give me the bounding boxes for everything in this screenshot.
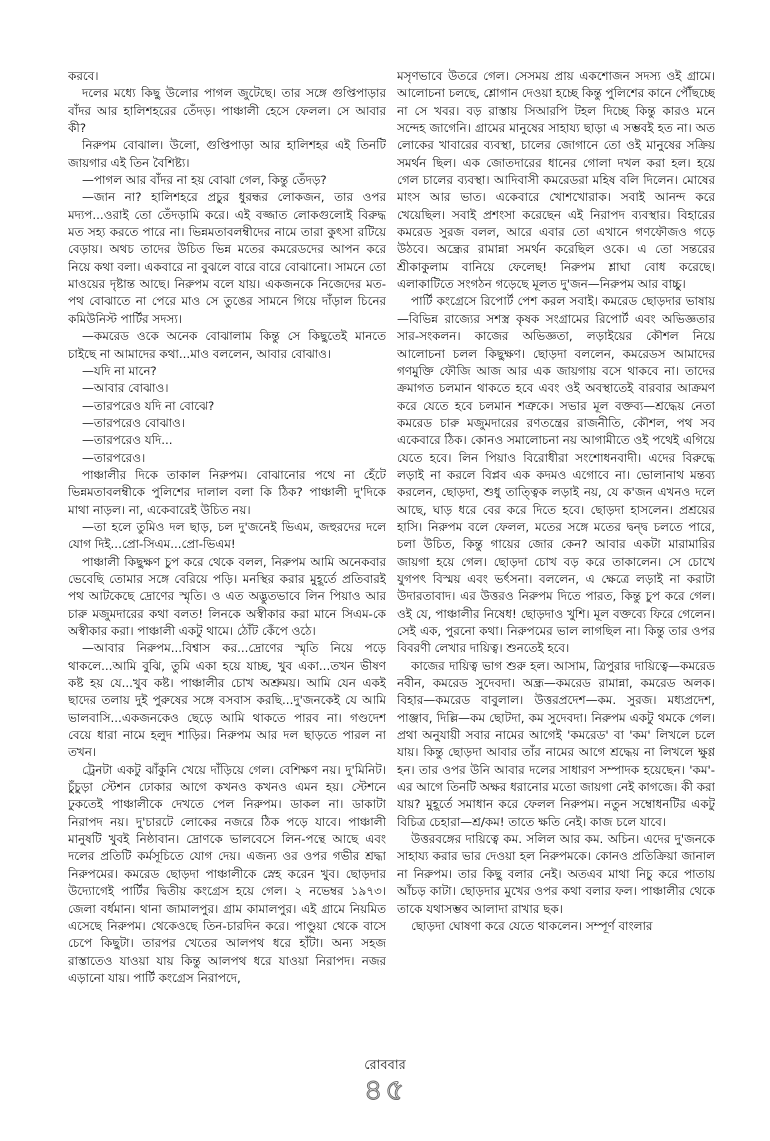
paragraph: পাঞ্চালীর দিকে তাকাল নিরুপম। বোঝানোর পথে না হেঁটে ভিন্নমতাবলম্বীকে পুলিশের দালাল বলা কি ঠিক? পাঞ্চালী দু'দিকে মাথা নাড়ল। না, একেবারেই উচিত নয়।: [68, 467, 386, 517]
paragraph: —তা হলে তুমিও দল ছাড়, চল দু'জনেই ভিএম, জহুরদের দলে যোগ দিই...প্রো-সিএম...প্রো-ভিএম!: [68, 519, 386, 552]
paragraph: উত্তরবঙ্গের দায়িত্বে কম. সলিল আর কম. অচিন। এদের দু'জনকে সাহায্য করার ভার দেওয়া হল নিরুপমকে। কোনও প্রতিক্রিয়া জানাল না নিরুপম। তার কিছু বলার নেই। অতএব মাথা নিচু করে পাতায় আঁচড় কাটা। ছোড়দার মুখের ওপর কথা বলার ফল। পাঞ্চালীর থেকে তাকে যথাসম্ভব আলাদা রাখার ছক।: [397, 832, 715, 916]
paragraph: —কমরেড ওকে অনেক বোঝালাম কিন্তু সে কিছুতেই মানতে চাইছে না আমাদের কথা...মাও বললেন, আবার বোঝাও।: [68, 329, 386, 361]
paragraph: ট্রেনটা একটু ঝাঁকুনি খেয়ে দাঁড়িয়ে গেল। বেশিক্ষণ নয়। দু'মিনিট। চুঁচুড়া স্টেশন ঢোকার আগে কখনও কখনও এমন হয়। স্টেশনে ঢুকতেই পাঞ্চালীকে দেখতে পেল নিরুপম। ডাকল না। ডাকাটা নিরাপদ নয়। দু'চারটে লোকের নজরে ঠিক পড়ে যাবে। পাঞ্চালী মানুষটি খুবই নিষ্ঠাবান। দ্রোণকে ভালবেসে লিন-পন্থে আছে এবং দলের প্রতিটি কর্মসূচিতে যোগ দেয়। এজন্য ওর ওপর গভীর শ্রদ্ধা নিরুপমের। কমরেড ছোড়দা পাঞ্চালীকে স্নেহ করেন খুব। ছোড়দার উদ্যোগেই পার্টির দ্বিতীয় কংগ্রেস হয়ে গেল। ২ নভেম্বর ১৯৭৩। জেলা বর্ধমান। থানা জামালপুর। গ্রাম কামালপুর। এই গ্রামে নিয়মিত এসেছে নিরুপম। থেকেওছে তিন-চারদিন করে। পাণ্ডুয়া থেকে বাসে চেপে কিছুটা। তারপর খেতের আলপথ ধরে হাঁটা। অন্য সহজ রাস্তাতেও যাওয়া যায় কিন্তু আলপথ ধরে যাওয়া নিরাপদ। নজর এড়ানো যায়। পার্টি কংগ্রেস নিরাপদে,: [68, 762, 386, 985]
right-text-column: [397, 68, 715, 1048]
paragraph: —আবার নিরুপম...বিশ্বাস কর...দ্রোণের স্মৃতি নিয়ে পড়ে থাকলে...আমি বুঝি, তুমি একা হয়ে যাচ্ছ, খুব একা...তখন ভীষণ কষ্ট হয় যে...খুব কষ্ট। পাঞ্চালীর চোখ অশ্রুময়। আমি যেন একই ছাদের তলায় দুই পুরুষের সঙ্গে বসবাস করছি...দু'জনকেই যে আমি ভালবাসি...একজনকেও ছেড়ে আমি থাকতে পারব না। গণ্ডদেশ বেয়ে ধারা নামে হলুদ শাড়ির। নিরুপম আর দল ছাড়তে পারল না তখন।: [68, 641, 386, 760]
magazine-name: রোববার: [364, 1058, 406, 1073]
paragraph: —তারপরেও যদি না বোঝে?: [82, 398, 215, 413]
left-text-column: [68, 68, 386, 1048]
paragraph: —যদি না মানে?: [82, 363, 157, 378]
paragraph: পার্টি কংগ্রেসে রিপোর্ট পেশ করল সবাই। কমরেড ছোড়দার ভাষায়—বিভিন্ন রাজ্যের সশস্ত্র কৃষক সংগ্রামের রিপোর্ট এবং অভিজ্ঞতার সার-সংকলন। কাজের অভিজ্ঞতা, লড়াইয়ের কৌশল নিয়ে আলোচনা চলল কিছুক্ষণ। ছোড়দা বললেন, কমরেডস আমাদের গণমুক্তি ফৌজি আজ আর এক জায়গায় বসে থাকবে না। তাদের ক্রমাগত চলমান থাকতে হবে এবং ওই অবস্থাতেই বারবার আক্রমণ করে যেতে হবে চলমান শত্রুকে। সভার মূল বক্তব্য—শ্রদ্ধেয় নেতা কমরেড চারু মজুমদারের রণতন্ত্রের রাজনীতি, কৌশল, পথ সব একেবারে ঠিক। কোনও সমালোচনা নয় আগামীতে ওই পথেই এগিয়ে যেতে হবে। লিন পিয়াও বিরোধীরা সংশোধনবাদী। এদের বিরুদ্ধে লড়াই না করলে বিপ্লব এক কদমও এগোবে না। ভোলানাথ মন্তব্য করলেন, ছোড়দা, শুধু তাত্ত্বিক লড়াই নয়, যে ক'জন এখনও দলে আছে, ঘাড় ধরে বের করে দিতে হবে। ছোড়দা হাসলেন। প্রশ্রয়ের হাসি। নিরুপম বলে ফেলল, মতের সঙ্গে মতের দ্বন্দ্ব চলতে পারে, চলা উচিত, কিন্তু গায়ের জোর কেন? আবার একটা মারামারির জায়গা হয়ে গেল। ছোড়দা চোখ বড় করে তাকালেন। সে চোখে যুগপৎ বিস্ময় এবং ভর্ৎসনা। বললেন, এ ক্ষেত্রে লড়াই না করাটা উদারতাবাদ। এর উত্তরও নিরুপম দিতে পারত, কিন্তু চুপ করে গেল। ওই যে, পাঞ্চালীর নিষেধ! ছোড়দাও খুশি। মূল বক্তব্যে ফিরে গেলেন। সেই এক, পুরনো কথা। নিরুপমের ভাল লাগছিল না। কিন্তু তার ওপর বিবরণী লেখার দায়িত্ব। শুনতেই হবে।: [397, 294, 715, 656]
paragraph: নিরুপম বোঝাল। উলো, গুপ্তিপাড়া আর হালিশহর এই তিনটি জায়গার এই তিন বৈশিষ্ট্য।: [68, 138, 386, 170]
paragraph: পাঞ্চালী কিছুক্ষণ চুপ করে থেকে বলল, নিরুপম আমি অনেকবার ভেবেছি তোমার সঙ্গে বেরিয়ে পড়ি। মনস্থির করার মুহূর্তে প্রতিবারই পথ আটকেছে দ্রোণের স্মৃতি। ও এত অদ্ভুতভাবে লিন পিয়াও আর চারু মজুমদারের কথা বলত! লিনকে অস্বীকার করা মানে সিএম-কে অস্বীকার করা। পাঞ্চালী একটু থামে। ঠোঁট কেঁপে ওঠে।: [68, 554, 386, 638]
paragraph: ছোড়দা ঘোষণা করে যেতে থাকলেন। সম্পূর্ণ বাংলার: [411, 918, 653, 933]
paragraph: —আবার বোঝাও।: [82, 381, 169, 396]
paragraph: —তারপরেও বোঝাও।: [82, 415, 186, 430]
paragraph: —জান না? হালিশহরে প্রচুর ধুরন্ধর লোকজন, তার ওপর মদ্যপ...ওরাই তো তেঁদড়ামি করে। এই বজ্জাত লোকগুলোই বিরুদ্ধ মত সহ্য করতে পারে না। ভিন্নমতাবলম্বীদের নামে তারা কুৎসা রটিয়ে বেড়ায়। অথচ তাদের উচিত ভিন্ন মতের কমরেডদের আপন করে নিয়ে কথা বলা। একবারে না বুঝলে বারে বারে বোঝানো। সামনে তো মাওয়ের দৃষ্টান্ত আছে। নিরুপম বলে যায়। একজনকে নিজেদের মত-পথ বোঝাতে না পেরে মাও সে তুঙের সামনে গিয়ে দাঁড়াল চিনের কমিউনিস্ট পার্টির সদস্য।: [68, 190, 386, 326]
paragraph: মসৃণভাবে উতরে গেল। সেসময় প্রায় একশোজন সদস্য ওই গ্রামে। আলোচনা চলছে, শ্লোগান দেওয়া হচ্ছে কিন্তু পুলিশের কানে পৌঁছচ্ছে না সে খবর। বড় রাস্তায় সিআরপি টহল দিচ্ছে কিন্তু কারও মনে সন্দেহ জাগেনি। গ্রামের মানুষের সাহায্য ছাড়া এ সম্ভবই হত না। অত লোকের খাবারের ব্যবস্থা, চালের জোগানে তো ওই মানুষের সক্রিয় সমর্থন ছিল। এক জোতদারের ধানের গোলা দখল করা হল। হয়ে গেল চালের ব্যবস্থা। আদিবাসী কমরেডরা মহিষ বলি দিলেন। মোষের মাংস আর ভাত। একেবারে খোশখোরাক। সবাই আনন্দ করে খেয়েছিল। সবাই প্রশংসা করেছেন এই নিরাপদ ব্যবস্থার। বিহারের কমরেড সুরজ বলল, আরে এবার তো এখানে গণফৌজও গড়ে উঠবে। অন্ধ্রের রামান্না সমর্থন করেছিল ওকে। এ তো সন্তরের শ্রীকাকুলাম বানিয়ে ফেলেছ! নিরুপম শ্লাঘা বোধ করেছে। এলাকাটিতে সংগঠন গড়েছে মূলত দু'জন—নিরুপম আর বাচ্চু।: [397, 69, 715, 292]
paragraph: —পাগল আর বাঁদর না হয় বোঝা গেল, কিন্তু তেঁদড়?: [82, 173, 327, 188]
paragraph: দলের মধ্যে কিছু উলোর পাগল জুটেছে। তার সঙ্গে গুপ্তিপাড়ার বাঁদর আর হালিশহরের তেঁদড়। পাঞ্চালী হেসে ফেলল। সে আবার কী?: [68, 86, 386, 136]
paragraph: —তারপরেও।: [82, 450, 146, 465]
paragraph: —তারপরেও যদি...: [82, 433, 173, 448]
page-number: ৪৫: [363, 1073, 407, 1108]
paragraph: কাজের দায়িত্ব ভাগ শুরু হল। আসাম, ত্রিপুরার দায়িত্বে—কমরেড নবীন, কমরেড সুদেবদা। অন্ধ্র—কমরেড রামান্না, কমরেড অলক। বিহার—কমরেড বাবুলাল। উত্তরপ্রদেশ—কম. সুরজ। মধ্যপ্রদেশ, পাঞ্জাব, দিল্লি—কম ছোটদা, কম সুদেবদা। নিরুপম একটু থমকে গেল। প্রথা অনুযায়ী সবার নামের আগেই 'কমরেড' বা 'কম' লিখলে চলে যায়। কিন্তু ছোড়দা আবার তাঁর নামের আগে শ্রদ্ধেয় না লিখলে ক্ষুণ্ণ হন। তার ওপর উনি আবার দলের সাধারণ সম্পাদক হয়েছেন। 'কম'-এর আগে তিনটি অক্ষর ধরানোর মতো জায়গা নেই কাগজে। কী করা যায়? মুহূর্তে সমাধান করে ফেলল নিরুপম। নতুন সম্বোধনটির একটু বিচিত্র চেহারা—শ্র/কম! তাতে ক্ষতি নেই। কাজ চলে যাবে।: [397, 658, 715, 829]
paragraph: করবে।: [68, 69, 99, 83]
